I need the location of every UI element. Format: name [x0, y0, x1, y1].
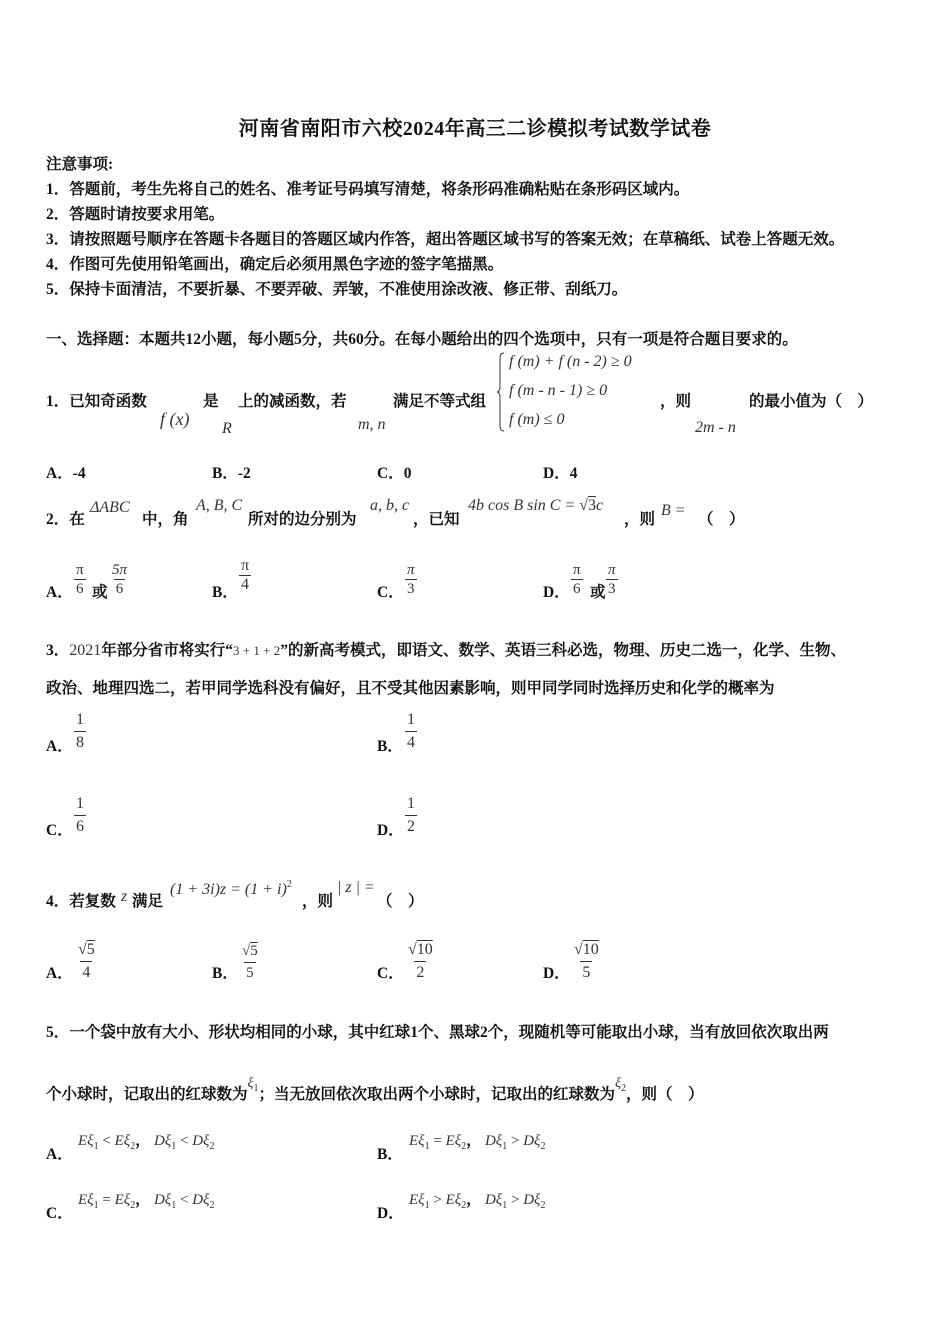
q2-b-frac: $\frac{\pi}{4}$	[241, 557, 250, 593]
q1-expression: 2m - n	[695, 419, 736, 436]
q1-mn: m, n	[358, 416, 386, 433]
q2-text-5: ，则	[624, 511, 656, 528]
q4-option-a-label[interactable]: A．	[46, 965, 73, 982]
q5-option-b-label[interactable]: B．	[377, 1146, 403, 1163]
notice-item-2: 2．答题时请按要求用笔。	[46, 206, 225, 223]
q1-option-a[interactable]: A．-4	[46, 465, 86, 482]
q4-text-4: （ ）	[377, 893, 424, 910]
q4-option-d-label[interactable]: D．	[543, 965, 570, 982]
q1-R: R	[222, 420, 232, 437]
q4-a-frac: $\frac{√5}{4}$	[76, 939, 97, 984]
q1-text-1: 1．已知奇函数	[46, 393, 147, 410]
q3-c-frac: $\frac{1}{6}$	[74, 793, 86, 838]
q1-text-5: ，则	[660, 393, 692, 410]
q5-option-a-label[interactable]: A．	[46, 1146, 73, 1163]
q2-option-c-label[interactable]: C．	[377, 584, 404, 601]
q2-a-frac-2: $\frac{5\pi}{6}$	[112, 562, 128, 597]
q3-text-2: 政治、地理四选二，若甲同学选科没有偏好，且不受其他因素影响，则甲同学同时选择历史和化学的概率为	[46, 680, 775, 697]
q1-option-d[interactable]: D．4	[543, 465, 578, 482]
q2-d-frac-1: $\frac{\pi}{6}$	[573, 562, 581, 597]
q3-a-frac: $\frac{1}{8}$	[74, 709, 86, 754]
q2-d-frac-2: $\frac{\pi}{3}$	[608, 562, 616, 597]
q5-option-d-label[interactable]: D．	[377, 1205, 404, 1222]
q1-system-2: f (m - n - 1) ≥ 0	[509, 382, 608, 399]
q3-text-1: 3．2021年部分省市将实行“3 + 1 + 2”的新高考模式，即语文、数学、英语三科必选，物理、历史二选一，化学、生物、	[46, 642, 846, 659]
q5-text-1: 5．一个袋中放有大小、形状均相同的小球，其中红球1个、黑球2个，现随机等可能取出小球，当有放回依次取出两	[46, 1024, 829, 1041]
q5-d-math: $E\xi_1 > E\xi_2$， $D\xi_1 > D\xi_2$	[409, 1192, 546, 1211]
q4-equation: $(1 + 3i)z = (1 + i)^2$	[170, 879, 292, 898]
page-title: 河南省南阳市六校2024年高三二诊模拟考试数学试卷	[238, 118, 712, 140]
q2-equation: 4b cos B sin C = √3c	[468, 497, 604, 514]
q4-text-3: ，则	[302, 893, 334, 910]
q2-c-frac: $\frac{\pi}{3}$	[407, 562, 415, 597]
q3-d-frac: $\frac{1}{2}$	[405, 793, 417, 838]
q3-option-b-label[interactable]: B．	[377, 738, 403, 755]
q2-option-b-label[interactable]: B．	[212, 584, 238, 601]
q2-sides: a, b, c	[370, 497, 410, 514]
q2-text-4: ，已知	[413, 511, 460, 528]
brace-icon	[497, 352, 505, 432]
q5-text-2: 个小球时，记取出的红球数为$\xi_1$；当无放回依次取出两个小球时，记取出的红球数为$\xi_2$，则（ ）	[46, 1076, 704, 1103]
q1-text-2: 是	[203, 393, 219, 410]
q1-text-4: 满足不等式组	[393, 393, 487, 410]
q2-text-6: （ ）	[698, 511, 745, 528]
q1-text-3: 上的减函数，若	[238, 393, 347, 410]
section-heading: 一、选择题：本题共12小题，每小题5分，共60分。在每小题给出的四个选项中，只有一项是符合题目要求的。	[46, 331, 798, 348]
q4-text-1: 4．若复数	[46, 893, 116, 910]
q1-option-c[interactable]: C．0	[377, 465, 412, 482]
q4-z: z	[121, 888, 128, 905]
q4-option-b-label[interactable]: B．	[212, 965, 238, 982]
q4-d-frac: $\frac{√10}{5}$	[572, 939, 601, 984]
q1-system-3: f (m) ≤ 0	[509, 411, 565, 428]
q1-fx: f (x)	[160, 409, 190, 429]
q2-d-or: 或	[590, 584, 606, 601]
q2-a-frac-1: $\frac{\pi}{6}$	[76, 562, 84, 597]
notice-item-1: 1．答题前，考生先将自己的姓名、准考证号码填写清楚，将条形码准确粘贴在条形码区域内。	[46, 181, 690, 198]
q2-option-a-label[interactable]: A．	[46, 584, 73, 601]
q2-B: B =	[661, 502, 686, 519]
q2-a-or: 或	[92, 584, 108, 601]
q5-a-math: $E\xi_1 < E\xi_2$， $D\xi_1 < D\xi_2$	[78, 1133, 215, 1152]
q3-b-frac: $\frac{1}{4}$	[405, 709, 417, 754]
q2-text-1: 2．在	[46, 511, 85, 528]
q5-option-c-label[interactable]: C．	[46, 1205, 73, 1222]
q5-b-math: $E\xi_1 = E\xi_2$， $D\xi_1 > D\xi_2$	[409, 1133, 546, 1152]
q4-abs-z: | z | =	[337, 879, 375, 896]
notice-heading: 注意事项:	[46, 156, 114, 173]
q4-text-2: 满足	[132, 893, 164, 910]
q1-text-6: 的最小值为（ ）	[749, 393, 874, 410]
q4-b-frac: $\frac{√5}{5}$	[240, 941, 260, 984]
q1-system-1: f (m) + f (n - 2) ≥ 0	[509, 353, 632, 370]
q3-option-c-label[interactable]: C．	[46, 822, 73, 839]
q2-text-2: 中，角	[142, 511, 189, 528]
q3-option-a-label[interactable]: A．	[46, 738, 73, 755]
q3-option-d-label[interactable]: D．	[377, 822, 404, 839]
q4-c-frac: $\frac{√10}{2}$	[406, 939, 435, 984]
q2-angles: A, B, C	[196, 497, 243, 514]
q1-option-b[interactable]: B．-2	[212, 465, 251, 482]
notice-item-5: 5．保持卡面清洁，不要折暴、不要弄破、弄皱，不准使用涂改液、修正带、刮纸刀。	[46, 281, 628, 298]
q2-option-d-label[interactable]: D．	[543, 584, 570, 601]
notice-item-3: 3．请按照题号顺序在答题卡各题目的答题区域内作答，超出答题区域书写的答案无效；在草稿纸、试卷上答题无效。	[46, 231, 845, 248]
q5-c-math: $E\xi_1 = E\xi_2$， $D\xi_1 < D\xi_2$	[78, 1192, 215, 1211]
q2-text-3: 所对的边分别为	[248, 511, 357, 528]
q4-option-c-label[interactable]: C．	[377, 965, 404, 982]
q2-triangle: ΔABC	[90, 499, 130, 516]
notice-item-4: 4．作图可先使用铅笔画出，确定后必须用黑色字迹的签字笔描黑。	[46, 256, 504, 273]
